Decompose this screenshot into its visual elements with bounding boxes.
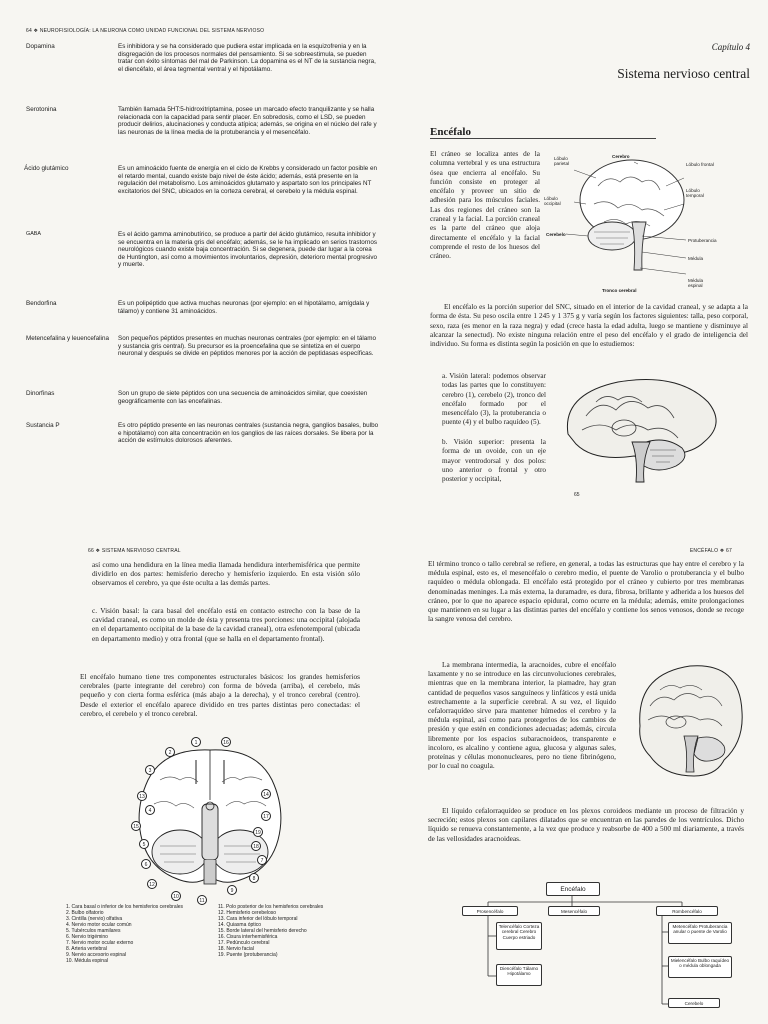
diagram-node-rombencefalo: Rombencéfalo [656,906,718,916]
legend-item: 9. Nervio accesorio espinal [66,952,127,958]
nt-name: GABA [26,231,41,237]
brain-basal-diagram [120,740,300,892]
callout-11: 11 [197,895,207,905]
legend-item: 1. Cara basal o inferior de los hemisferios cerebrales [66,904,183,910]
diagram-node-metencefalo: Metencéfalo Protuberancia anular o puente de Varolio [668,922,732,944]
legend-item: 16. Cisura interhemisférica [218,934,278,940]
callout-8: 8 [249,873,259,883]
label-lobulo-occipital: Lóbulo occipital [544,196,561,206]
page-65 [384,0,768,512]
body-paragraph: El encéfalo es la porción superior del SNC, situado en el interior de la cavidad craneal, y se adapta a la forma de ésta. Su peso oscila entre 1 245 y 1 375 g y varía según los factores siguientes: talla, peso corporal, sexo, raza (es menor en la raza negra) y edad (crece hasta la edad adulta, luego se mantiene y disminuye al alcanzar la senectud). No existe ninguna relación entre el peso del encéfalo y el grado de inteligencia del individuo. Su forma es distinta según la posición en que lo estudiemos: [430,303,748,349]
legend-item: 3. Cintilla (nervio) olfativa [66,916,123,922]
callout-6: 6 [141,859,151,869]
legend-item: 14. Quiasma óptico [218,922,262,928]
page-66 [0,512,384,1024]
callout-1: 1 [191,737,201,747]
label-tronco-cerebral: Tronco cerebral [602,288,637,293]
running-header: ENCÉFALO ❖ 67 [689,548,732,554]
page-67 [384,512,768,1024]
callout-18: 18 [251,841,261,851]
nt-desc: Es un polipéptido que activa muchas neuronas (por ejemplo: en el hipotálamo, amígdala y tálamo) y contiene 31 aminoácidos. [118,300,370,315]
legend-item: 18. Nervio facial [218,946,254,952]
legend-right [218,904,358,958]
label-lobulo-temporal: Lóbulo temporal [686,188,704,198]
diagram-node-cerebelo: Cerebelo [668,998,720,1008]
diagram-node-encefalo: Encéfalo [546,882,600,896]
body-paragraph-1: El término tronco o tallo cerebral se refiere, en general, a todas las estructuras que hay entre el cerebro y la médula espinal, esto es, el mesencéfalo o cerebro medio, el puente de Varolio o protuberancia y el bulbo raquídeo o médula oblongada. El encéfalo está protegido por el cráneo y cubierto por tres membranas denominadas meninges. La más externa, la duramadre, es dura, fibrosa, brillante y adherida a los huesos del cráneo, por lo que no aparece espacio epidural, como ocurre en la médula; además, emite prolongaciones que mantienen en su lugar a las distintas partes del encéfalo y contiene los senos venosos, donde se recoge la sangre venosa del cerebro. [428,559,744,624]
legend-item: 15. Borde lateral del hemisferio derecho [218,928,307,934]
legend-item: 12. Hemisferio cerebeloso [218,910,277,916]
callout-19: 19 [253,827,263,837]
section-rule [430,138,656,139]
callout-14: 14 [261,789,271,799]
callout-17: 17 [261,811,271,821]
legend-item: 6. Nervio trigémino [66,934,108,940]
body-paragraph-2: La membrana intermedia, la aracnoides, cubre el encéfalo laxamente y no se introduce en las circunvoluciones cerebrales, mientras que en la membrana interior, la piamadre, hay gran cantidad de pequeños vasos sanguíneos y linfáticos y está unida estrechamente a la superficie cerebral. A su vez, el líquido cefalorraquídeo sirve para mantener húmedos el cerebro y la médula espinal, así como para protegerlos de los cambios de presión y que estén en condiciones adecuadas; además, circula libremente por los espacios subaracnoideos, transparente e incoloro, es alcalino y contiene agua, glucosa y algunas sales, proteínas y células mononucleares, pero no tiene fibrinógeno, por lo cual no coagula. [428,660,616,771]
callout-7: 7 [257,855,267,865]
legend-item: 19. Puente (protuberancia) [218,952,278,958]
callout-2: 2 [165,747,175,757]
callout-13: 13 [137,791,147,801]
callout-9: 9 [227,885,237,895]
intro-paragraph: El cráneo se localiza antes de la columna vertebral y es una estructura ósea que encierra al encéfalo. Su función consiste en proteger al encéfalo y proveer un sitio de adhesión para los músculos faciales. Las dos regiones del cráneo son la craneal y la facial. La porción craneal es la parte del cráneo que aloja directamente el encéfalo y la facial comprende el resto de los huesos del cráneo. [430,150,540,261]
list-item-b: b. Visión superior: presenta la forma de un ovoide, con un eje mayor ventrodorsal y dos polos: uno anterior o frontal y otro posterior y occipital, [442,438,546,484]
head-sagittal-drawing [620,656,746,780]
legend-left [66,904,206,964]
nt-desc: Son pequeños péptidos presentes en muchas neuronas centrales (por ejemplo: en el tálamo y sustancia gris central). Su precursor es la proencefalina que se sintetiza en el cuerpo neuronal y después se divide en péptidos menores por la acción de peptidasas específicas. [118,335,376,358]
callout-3: 3 [145,765,155,775]
legend-item: 7. Nervio motor ocular externo [66,940,134,946]
callout-10: 10 [171,891,181,901]
legend-item: 17. Pedúnculo cerebral [218,940,270,946]
nt-desc: Es inhibidora y se ha considerado que pudiera estar implicada en la esquizofrenia y en la disgregación de los procesos normales del pensamiento. Si se sobreestimula, se pueden tratar con éxito síntomas del mal de Parkinson. La dopamina es el NT de la sustancia negra, el diencéfalo, el área tegmental ventral y el hipotálamo. [118,43,376,73]
diagram-node-mesencefalo: Mesencéfalo [548,906,600,916]
nt-desc: También llamada 5HT:5-hidroxitriptamina, posee un marcado efecto tranquilizante y se halla relacionada con la capacidad para sentir placer. En sobredosis, como el LSD, se pueden producir delirios, alucinaciones y conducta atípica; además, se origina en el núcleo del rafe y las neuronas de la línea media de la protuberancia y el mesencéfalo. [118,106,377,136]
legend-item: 11. Polo posterior de los hemisferios cerebrales [218,904,324,910]
body-paragraph: El encéfalo humano tiene tres componentes estructurales básicos: los grandes hemisferios cerebrales (parte integrante del cerebro) con forma de bóveda (arriba), el cerebelo, más pequeño y con cierta forma esférica (más abajo a la derecha), y el tronco cerebral (centro). Desde el exterior el encéfalo aparece dividido en tres partes distintas pero conectadas: el cerebro, el cerebelo y el tronco cerebral. [80,672,360,718]
page-number: 65 [574,492,580,498]
legend-item: 4. Nervio motor ocular común [66,922,132,928]
nt-name: Metencefalina y leuencefalina [26,335,109,342]
label-cerebro: Cerebro [612,154,630,159]
list-item-c: c. Visión basal: la cara basal del encéfalo está en contacto estrecho con la base de la cavidad craneal, es como un molde de ésta y presenta tres porciones: una occipital (alojada en el departamento occipital de la base de la cavidad craneal), otra esfenotemporal (ubicada en departamento medio) y otra frontal (que se halla en el departamento frontal). [92,606,360,643]
legend-item: 10. Médula espinal [66,958,108,964]
nt-desc: Es otro péptido presente en las neuronas centrales (sustancia negra, ganglios basales, bulbo e hipotálamo) con alta concentración en los ganglios de las raíces dorsales. Se libera por la acción de estímulos dolorosos aferentes. [118,422,379,445]
label-medula: Médula [688,256,704,261]
diagram-node-mielencefalo: Mielencéfalo Bulbo raquídeo o médula oblongada [668,956,732,978]
running-header: 64 ❖ NEUROFISIOLOGÍA: LA NEURONA COMO UNIDAD FUNCIONAL DEL SISTEMA NERVIOSO [26,28,265,34]
diagram-node-prosencefalo: Prosencéfalo [462,906,518,916]
callout-5: 5 [139,839,149,849]
running-header: 66 ❖ SISTEMA NERVIOSO CENTRAL [88,548,181,554]
legend-item: 13. Cara inferior del lóbulo temporal [218,916,298,922]
label-cerebelo: Cerebelo [546,232,566,237]
nt-name: Bendorfina [26,300,57,307]
callout-4: 4 [145,805,155,815]
legend-item: 8. Arteria vertebral [66,946,107,952]
chapter-title: Sistema nervioso central [617,66,750,81]
nt-name: Dinorfinas [26,390,55,397]
nt-desc: Es el ácido gamma aminobutírico, se produce a partir del ácido glutámico, resulta inhibidor y se encuentra en la materia gris del encéfalo; además, se le ha implicado en serios trastornos neurológicos cuando existe baja concentración. Si se degenera, puede dar lugar a la corea de Huntington, así como a movimientos involuntarios, depresión, deterioro mental progresivo y muerte. [118,231,378,269]
chapter-label: Capítulo 4 [711,42,750,52]
nt-desc: Son un grupo de siete péptidos con una secuencia de aminoácidos similar, que coexisten geográficamente con las encefalinas. [118,390,368,405]
body-paragraph-3: El líquido cefalorraquídeo se produce en los plexos coroideos mediante un proceso de filtración y secreción; estos plexos son capilares dilatados que se encuentran en las paredes de los ventrículos. Dicho líquido se renueva constantemente, a la vez que produce y reabsorbe de 400 a 500 ml diariamente, a través de las vellosidades aracnoideas. [428,806,744,843]
label-lobulo-parietal: Lóbulo parietal [554,156,570,166]
list-item-a: a. Visión lateral: podemos observar todas las partes que lo constituyen: cerebro (1), cerebelo (2), tronco del encéfalo formado por el mesencéfalo (3), la protuberancia o puente (4) y el bulbo raquídeo (5). [442,372,546,427]
callout-12: 12 [147,879,157,889]
callout-16: 16 [221,737,231,747]
diagram-node-telencefalo: Telencéfalo Corteza cerebral Cerebro Cuerpo estriado [496,922,542,950]
nt-name: Dopamina [26,43,55,50]
page-64 [0,0,384,512]
nt-desc: Es un aminoácido fuente de energía en el ciclo de Krebbs y considerado un factor posible en el retardo mental, cuando existe bajo nivel de éste ácido; además, está presente en la regulación del metabolismo. Los aminoácidos glutamato y aspartato son los principales NT excitatorios del SNC, ubicados en la corteza cerebral, el cerebelo y la médula espinal. [118,165,378,195]
brain-lateral-diagram [546,148,746,298]
nt-name: Ácido glutámico [24,165,69,172]
section-heading: Encéfalo [430,126,471,138]
legend-item: 2. Bulbo olfatorio [66,910,104,916]
brain-sagittal-drawing [550,372,750,484]
callout-15: 15 [131,821,141,831]
legend-item: 5. Tubérculos mamilares [66,928,121,934]
nt-name: Serotonina [26,106,57,113]
nt-name: Sustancia P [26,422,60,429]
label-medula-espinal: Médula espinal [688,278,704,288]
label-lobulo-frontal: Lóbulo frontal [686,162,714,167]
diagram-node-diencefalo: Diencéfalo Tálamo Hipotálamo [496,964,542,986]
continued-paragraph: así como una hendidura en la línea media llamada hendidura interhemisférica que permite dividirlo en dos partes: hemisferio derecho y hemisferio izquierdo. En esta visión sólo observamos el cerebro, ya que éste oculta a las demás partes. [92,560,360,588]
label-protuberancia: Protuberancia [688,238,717,243]
